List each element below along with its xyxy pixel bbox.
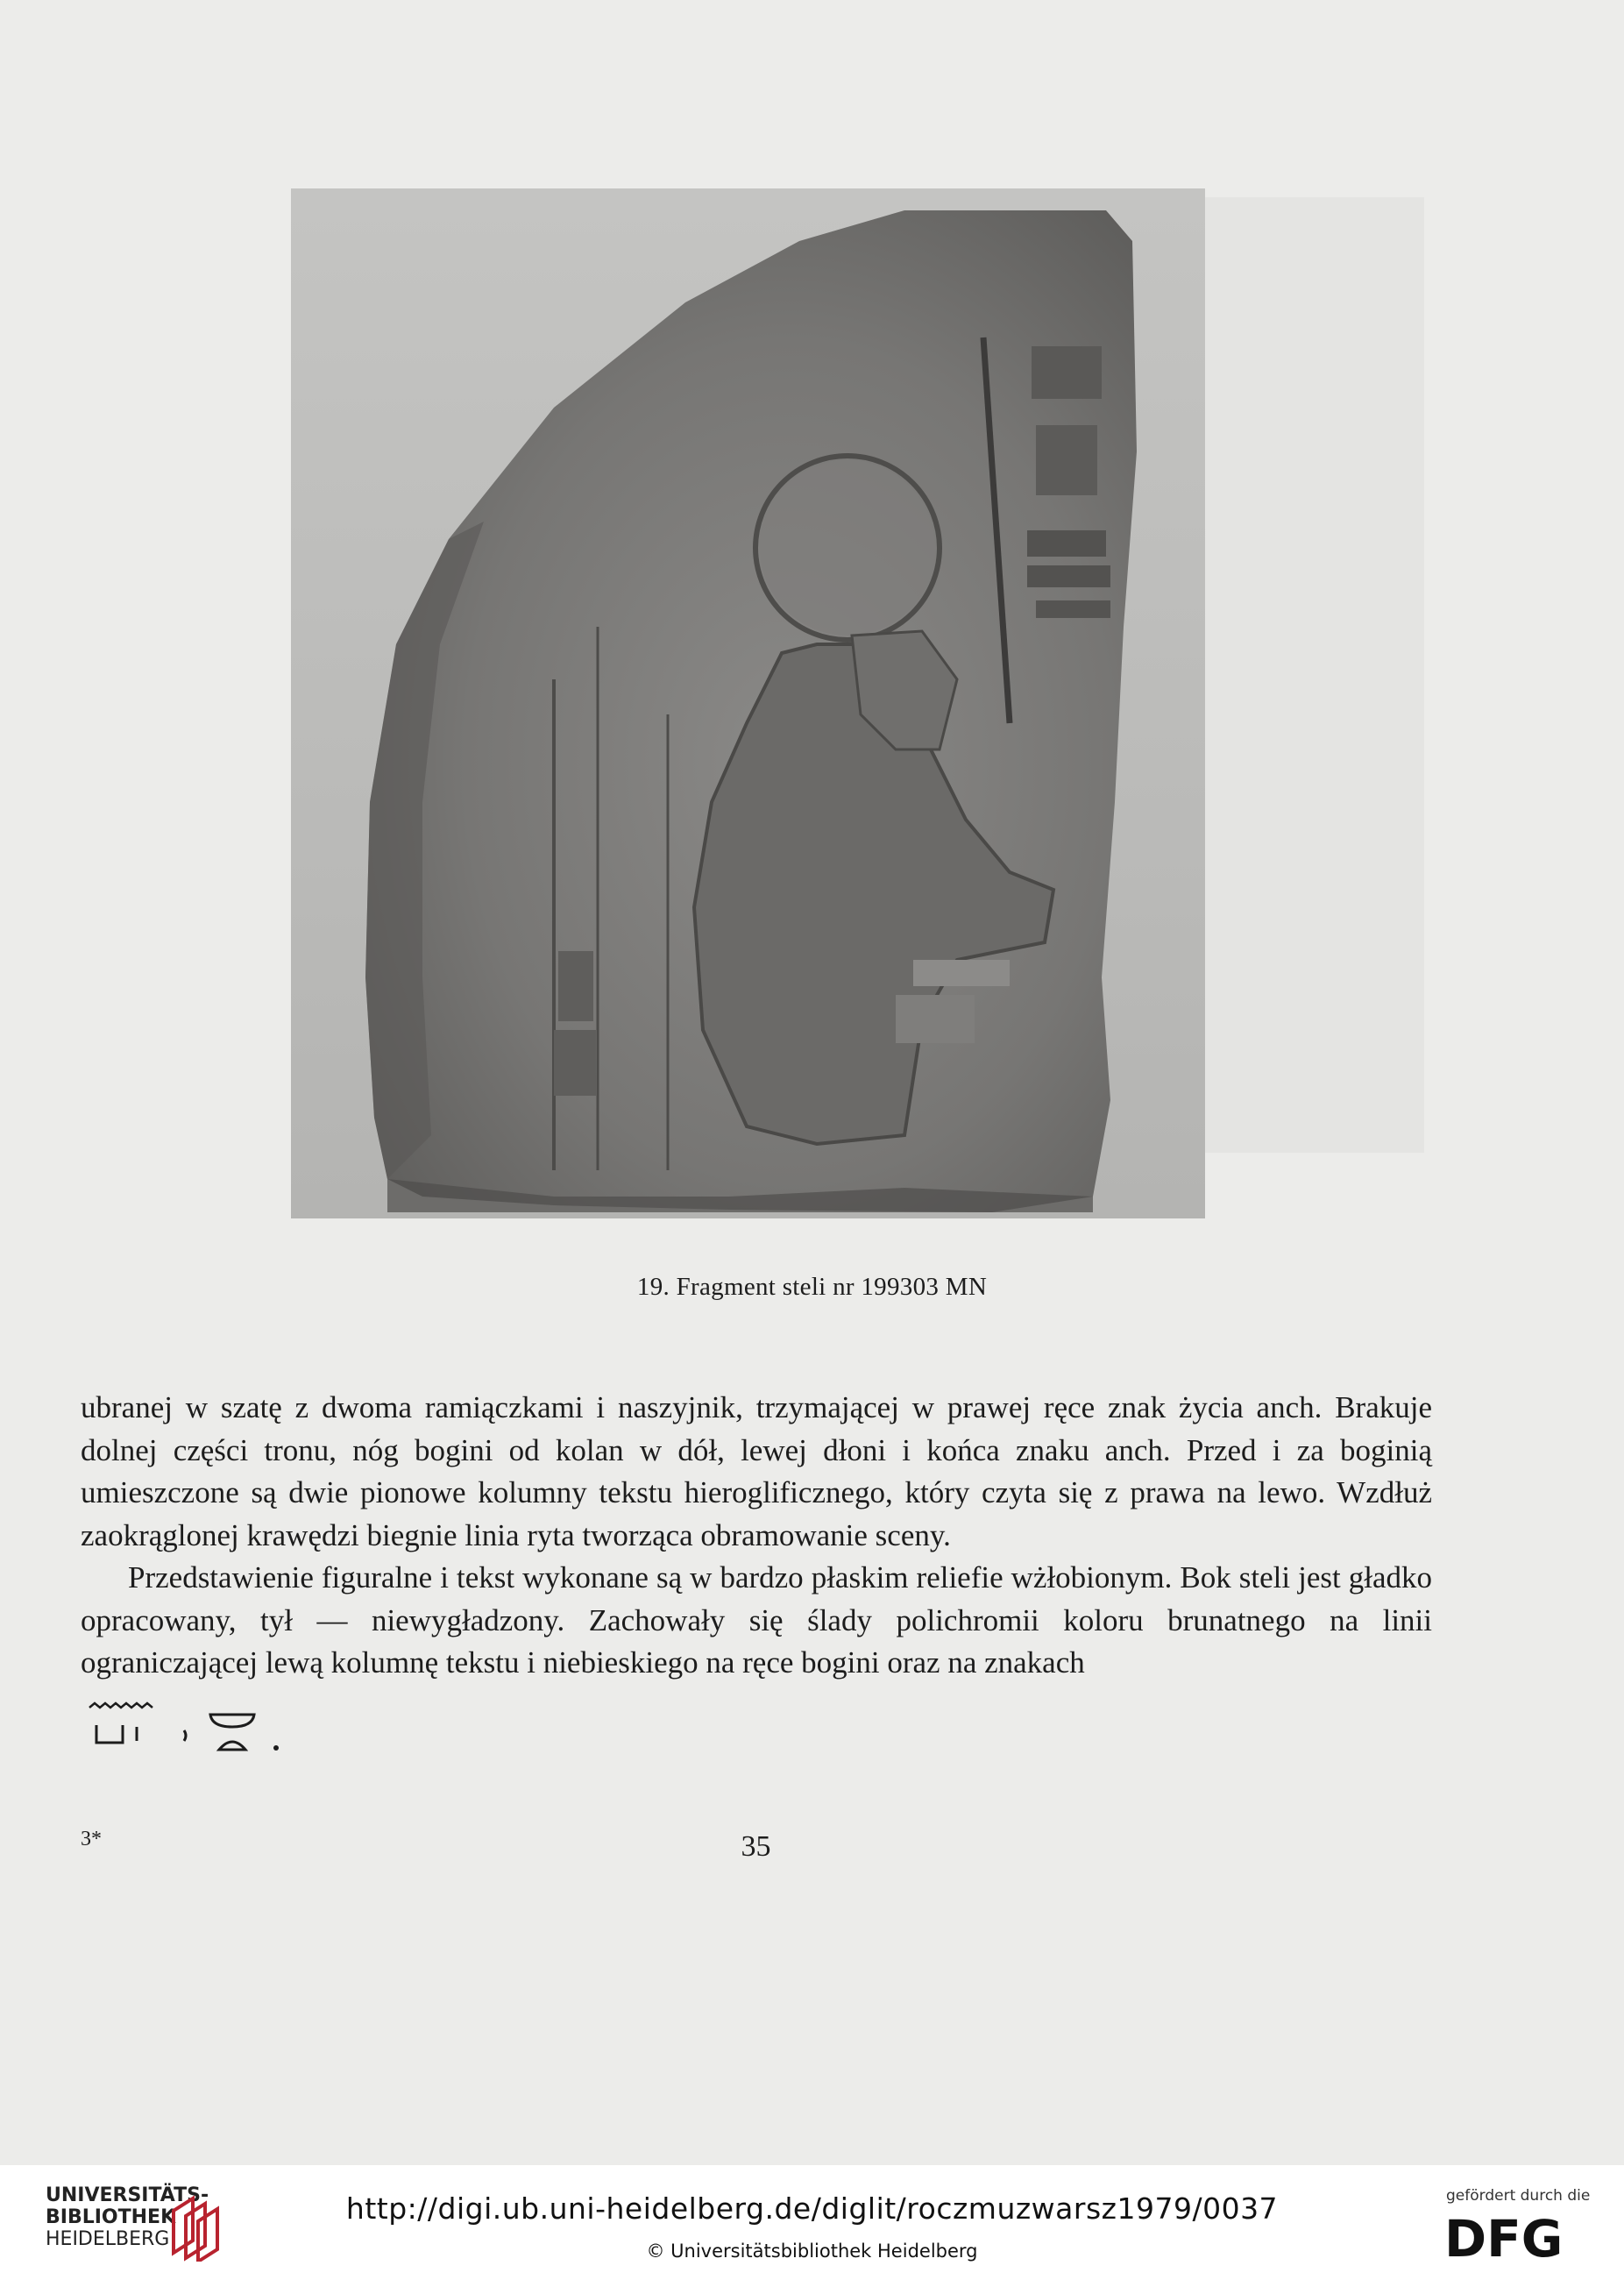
dfg-logo-icon bbox=[1444, 2211, 1602, 2263]
bleed-through-shadow bbox=[1205, 197, 1424, 1153]
paragraph: Przedstawienie figuralne i tekst wykonane są w bardzo płaskim reliefie wżłobionym. Bok steli jest gładko opracowany, tył — niewygładzony. Zachowały się ślady polichromii koloru brunatnego na linii ograniczającej lewą kolumnę tekstu i niebieskiego na ręce bogini oraz na znakach bbox=[81, 1560, 1432, 1680]
page-number: 35 bbox=[741, 1830, 771, 1863]
library-name-line: UNIVERSITÄTS- bbox=[46, 2184, 209, 2206]
library-name-line: HEIDELBERG bbox=[46, 2228, 170, 2250]
dfg-logo-text: DFG bbox=[1444, 2211, 1564, 2263]
copyright-notice: © Universitätsbibliothek Heidelberg bbox=[646, 2241, 978, 2262]
permalink-url[interactable]: http://digi.ub.uni-heidelberg.de/diglit/roczmuzwarsz1979/0037 bbox=[345, 2191, 1279, 2226]
figure-caption: 19. Fragment steli nr 199303 MN bbox=[636, 1273, 988, 1301]
digitization-footer bbox=[0, 2165, 1624, 2287]
funding-label: gefördert durch die bbox=[1446, 2187, 1591, 2205]
hieroglyph-signs-icon bbox=[88, 1701, 298, 1762]
stele-fragment-photo bbox=[291, 188, 1205, 1218]
body-text bbox=[81, 1387, 1432, 1685]
paragraph: ubranej w szatę z dwoma ramiączkami i naszyjnik, trzymającej w prawej ręce znak życia anch. Brakuje dolnej części tronu, nóg bogini od kolan w dół, lewej dłoni i końca znaku anch. Przed i za boginią umieszczone są dwie pionowe kolumny tekstu hieroglificznego, który czyta się z prawa na lewo. Wzdłuż zaokrąglonej krawędzi biegnie linia ryta tworząca obramowanie sceny. bbox=[81, 1390, 1432, 1552]
signature-mark: 3* bbox=[81, 1828, 102, 1850]
library-name-line: BIBLIOTHEK bbox=[46, 2206, 176, 2228]
